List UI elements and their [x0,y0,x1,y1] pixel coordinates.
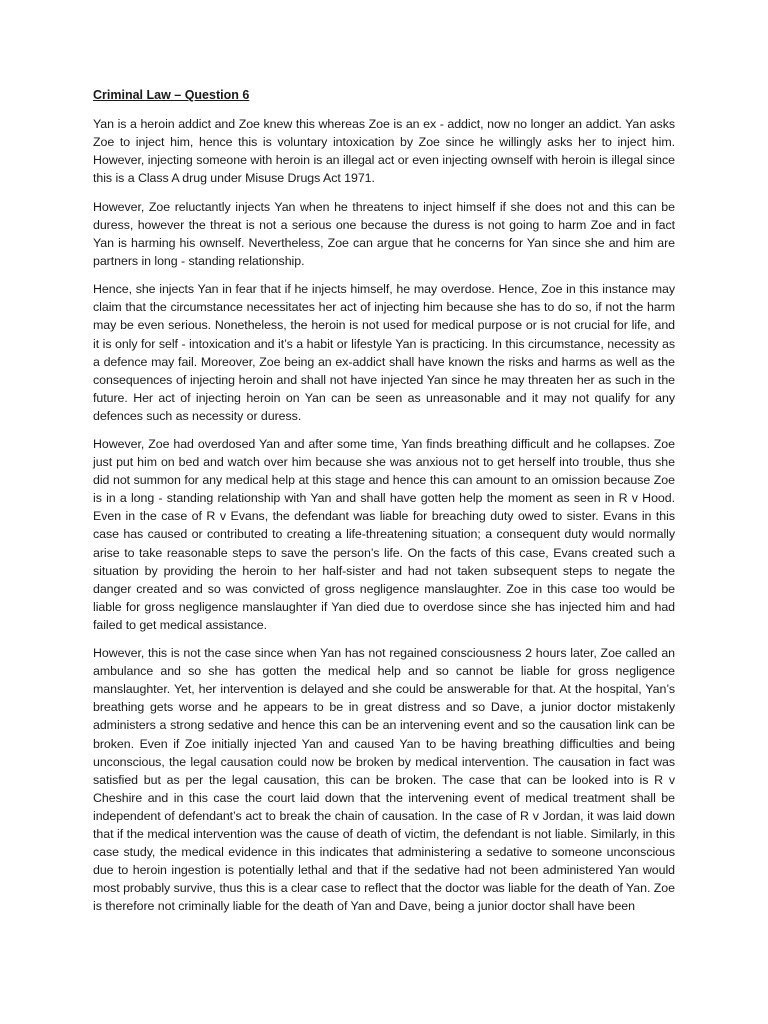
paragraph-2: However, Zoe reluctantly injects Yan when he threatens to inject himself if she does not and this can be duress, however the threat is not a serious one because the duress is not going to harm Zoe and in fact Yan is harming his ownself. Nevertheless, Zoe can argue that he concerns for Yan since she and him are partners in long - standing relationship. [93,199,675,268]
paragraph-1: Yan is a heroin addict and Zoe knew this whereas Zoe is an ex - addict, now no longer an addict. Yan asks Zoe to inject him, hence this is voluntary intoxication by Zoe since he willingly asks her to inject him. However, injecting someone with heroin is an illegal act or even injecting ownself with heroin is illegal since this is a Class A drug under Misuse Drugs Act 1971. [93,117,675,186]
document-title: Criminal Law – Question 6 [93,88,250,102]
paragraph-4: However, Zoe had overdosed Yan and after some time, Yan finds breathing difficult and he collapses. Zoe just put him on bed and watch over him because she was anxious not to get herself into trouble, thus she did not summon for any medical help at this stage and hence this can amount to an omission because Zoe is in a long - standing relationship with Yan and shall have gotten help the moment as seen in R v Hood. Even in the case of R v Evans, the defendant was liable for breaching duty owed to sister. Evans in this case has caused or contributed to creating a life-threatening situation; a consequent duty would normally arise to take reasonable steps to save the person’s life. On the facts of this case, Evans created such a situation by providing the heroin to her half-sister and had not taken subsequent steps to negate the danger created and so was convicted of gross negligence manslaughter. Zoe in this case too would be liable for gross negligence manslaughter if Yan died due to overdose since she has injected him and had failed to get medical assistance. [93,437,675,632]
document-page [93,86,675,925]
paragraph-5: However, this is not the case since when Yan has not regained consciousness 2 hours later, Zoe called an ambulance and so she has gotten the medical help and so cannot be liable for gross negligence manslaughter. Yet, her intervention is delayed and she could be answerable for that. At the hospital, Yan’s breathing gets worse and he appears to be in great distress and so Dave, a junior doctor mistakenly administers a strong sedative and hence this can be an intervening event and so the causation link can be broken. Even if Zoe initially injected Yan and caused Yan to be having breathing difficulties and being unconscious, the legal causation could now be broken by medical intervention. The causation in fact was satisfied but as per the legal causation, this can be broken. The case that can be looked into is R v Cheshire and in this case the court laid down that the intervening event of medical treatment shall be independent of defendant’s act to break the chain of causation. In the case of R v Jordan, it was laid down that if the medical intervention was the cause of death of victim, the defendant is not liable. Similarly, in this case study, the medical evidence in this indicates that administering a sedative to someone unconscious due to heroin ingestion is potentially lethal and that if the sedative had not been administered Yan would most probably survive, thus this is a clear case to reflect that the doctor was liable for the death of Yan. Zoe is therefore not criminally liable for the death of Yan and Dave, being a junior doctor shall have been [93,646,675,913]
paragraph-3: Hence, she injects Yan in fear that if he injects himself, he may overdose. Hence, Zoe in this instance may claim that the circumstance necessitates her act of injecting him because she has to do so, if not the harm may be even serious. Nonetheless, the heroin is not used for medical purpose or is not crucial for life, and it is only for self - intoxication and it’s a habit or lifestyle Yan is practicing. In this circumstance, necessity as a defence may fail. Moreover, Zoe being an ex-addict shall have known the risks and harms as well as the consequences of injecting heroin and shall not have injected Yan since he may threaten her as such in the future. Her act of injecting heroin on Yan can be seen as unreasonable and it may not qualify for any defences such as necessity or duress. [93,282,675,423]
